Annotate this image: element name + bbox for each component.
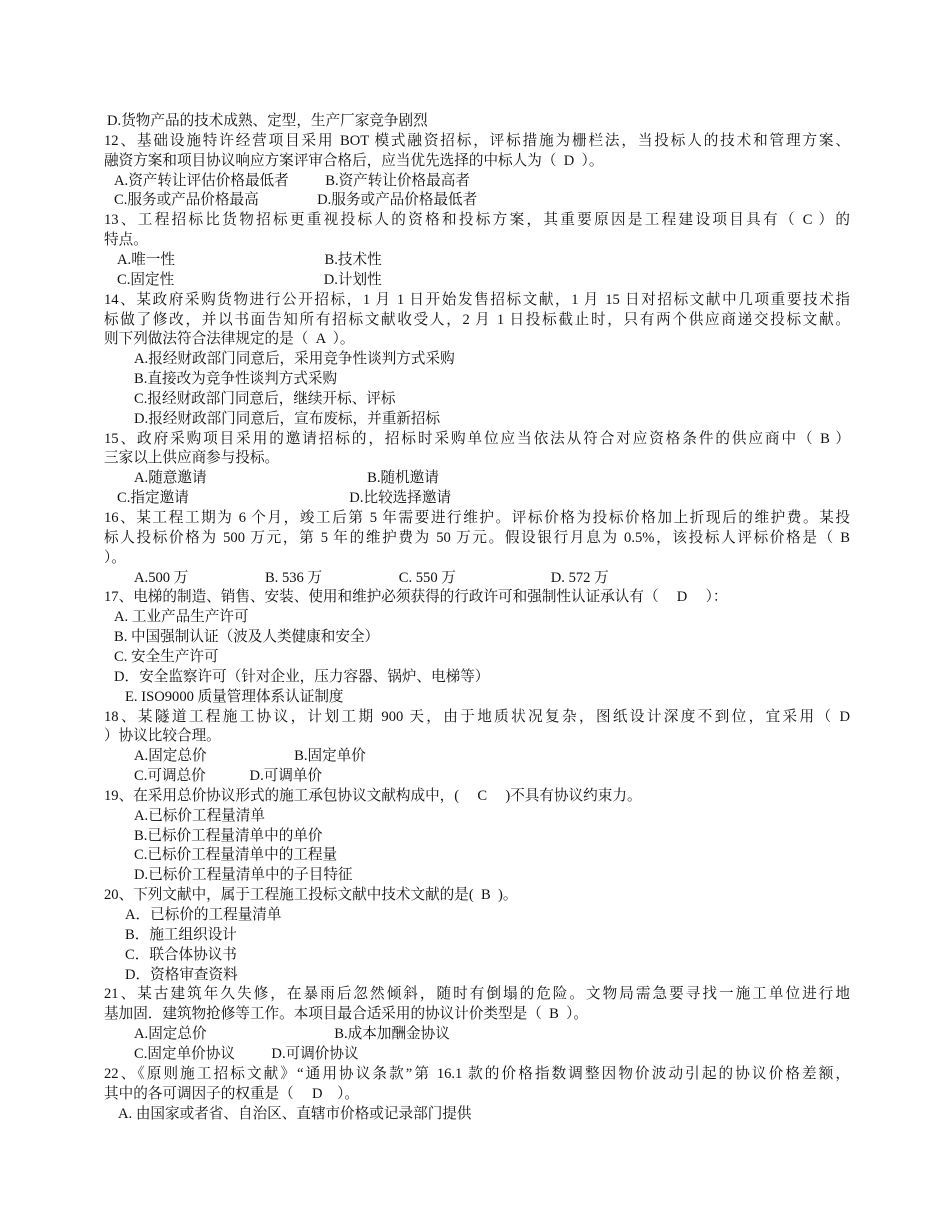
text-line-q19-d: D.已标价工程量清单中的子目特征 [134,867,353,884]
text-line-q12-cd: C.服务或产品价格最高 D.服务或产品价格最低者 [114,192,478,209]
text-line-q14-stem-2: 标做了修改，并以书面告知所有招标文献收受人，2 月 1 日投标截止时，只有两个供应商递交投标文献。 [104,311,850,328]
text-line-q15-ab: A.随意邀请 B.随机邀请 [134,470,439,487]
text-line-q17-b: B. 中国强制认证（波及人类健康和安全） [114,629,380,646]
text-line-q22-stem-2: 其中的各可调因子的权重是（ D ）。 [104,1085,359,1102]
text-line-q17-a: A. 工业产品生产许可 [114,609,249,626]
text-line-q14-stem-1: 14、某政府采购货物进行公开招标，1 月 1 日开始发售招标文献，1 月 15 日对招标文献中几项重要技术指 [104,291,850,308]
text-line-q14-stem-3: 则下列做法符合法律规定的是（ A ）。 [104,331,355,348]
text-line-q15-cd: C.指定邀请 D.比较选择邀请 [117,490,452,507]
text-line-q14-c: C.报经财政部门同意后，继续开标、评标 [134,390,396,407]
text-line-q18-ab: A.固定总价 B.固定单价 [134,748,366,765]
text-line-q22-a: A. 由国家或者省、自治区、直辖市价格或记录部门提供 [118,1105,472,1122]
text-line-q19-stem: 19、在采用总价协议形式的施工承包协议文献构成中，( C )不具有协议约束力。 [104,787,642,804]
text-line-q12-ab: A.资产转让评估价格最低者 B.资产转让价格最高者 [114,172,470,189]
text-line-q19-a: A.已标价工程量清单 [134,807,265,824]
text-line-q16-stem-2: 标人投标价格为 500 万元，第 5 年的维护费为 50 万元。假设银行月息为 0.5%，该投标人评标价格是（ B [104,529,850,546]
text-line-q20-c: C．联合体协议书 [125,946,237,963]
text-line-q13-ab: A.唯一性 B.技术性 [117,251,382,268]
text-line-q16-stem-3: ）。 [104,549,126,566]
text-line-q22-stem-1: 22、《原则施工招标文献》“通用协议条款”第 16.1 款的价格指数调整因物价波动引起的协议价格差额， [104,1065,850,1082]
text-line-q15-stem-1: 15、政府采购项目采用的邀请招标的，招标时采购单位应当依法从符合对应资格条件的供应商中（ B ） [104,430,850,447]
text-line-q21-ab: A.固定总价 B.成本加酬金协议 [134,1026,450,1043]
text-line-q17-e: E. ISO9000 质量管理体系认证制度 [125,688,344,705]
text-line-q13-stem-1: 13、工程招标比货物招标更重视投标人的资格和投标方案，其重要原因是工程建设项目具有（ C ）的 [104,212,850,229]
text-line-q20-d: D．资格审查资料 [125,966,238,983]
text-line-q12-stem-2: 融资方案和项目协议响应方案评审合格后，应当优先选择的中标人为（ D ）。 [104,152,604,169]
text-line-q18-stem-1: 18、某隧道工程施工协议，计划工期 900 天，由于地质状况复杂，图纸设计深度不到位，宜采用（ D [104,708,850,725]
text-line-q17-d: D．安全监察许可（针对企业，压力容器、锅炉、电梯等） [114,668,490,685]
text-line-q14-a: A.报经财政部门同意后，采用竞争性谈判方式采购 [134,351,455,368]
text-line-q21-stem-2: 基加固．建筑物抢修等工作。本项目最合适采用的协议计价类型是（ B ）。 [104,1006,589,1023]
text-line-q18-cd: C.可调总价 D.可调单价 [134,768,323,785]
text-line-q12-stem-1: 12、基础设施特许经营项目采用 BOT 模式融资招标，评标措施为栅栏法，当投标人的技术和管理方案、 [104,132,850,149]
text-line-q11-d: D.货物产品的技术成熟、定型，生产厂家竞争剧烈 [107,113,428,129]
text-line-q13-stem-2: 特点。 [104,232,148,249]
text-line-q14-d: D.报经财政部门同意后，宣布废标，并重新招标 [134,410,441,427]
text-line-q19-b: B.已标价工程量清单中的单价 [134,827,323,844]
text-line-q13-cd: C.固定性 D.计划性 [117,271,382,288]
text-line-q21-stem-1: 21、某古建筑年久失修，在暴雨后忽然倾斜，随时有倒塌的危险。文物局需急要寻找一施工单位进行地 [104,986,850,1003]
text-line-q18-stem-2: ）协议比较合理。 [104,728,221,745]
text-line-q16-stem-1: 16、某工程工期为 6 个月，竣工后第 5 年需要进行维护。评标价格为投标价格加上折现后的维护费。某投 [104,510,850,526]
text-line-q20-stem: 20、下列文献中，属于工程施工投标文献中技术文献的是( B )。 [104,887,518,904]
text-line-q20-a: A．已标价的工程量清单 [125,907,282,923]
text-line-q17-c: C. 安全生产许可 [114,648,219,665]
text-line-q20-b: B．施工组织设计 [125,926,237,943]
text-line-q17-stem: 17、电梯的制造、销售、安装、使用和维护必须获得的行政许可和强制性认证承认有（ D ）： [104,589,728,606]
text-line-q15-stem-2: 三家以上供应商参与投标。 [104,450,280,467]
text-line-q21-cd: C.固定单价协议 D.可调价协议 [134,1045,359,1062]
text-line-q16-opts: A.500 万 B. 536 万 C. 550 万 D. 572 万 [134,569,609,586]
text-line-q19-c: C.已标价工程量清单中的工程量 [134,847,338,864]
text-line-q14-b: B.直接改为竞争性谈判方式采购 [134,371,338,388]
